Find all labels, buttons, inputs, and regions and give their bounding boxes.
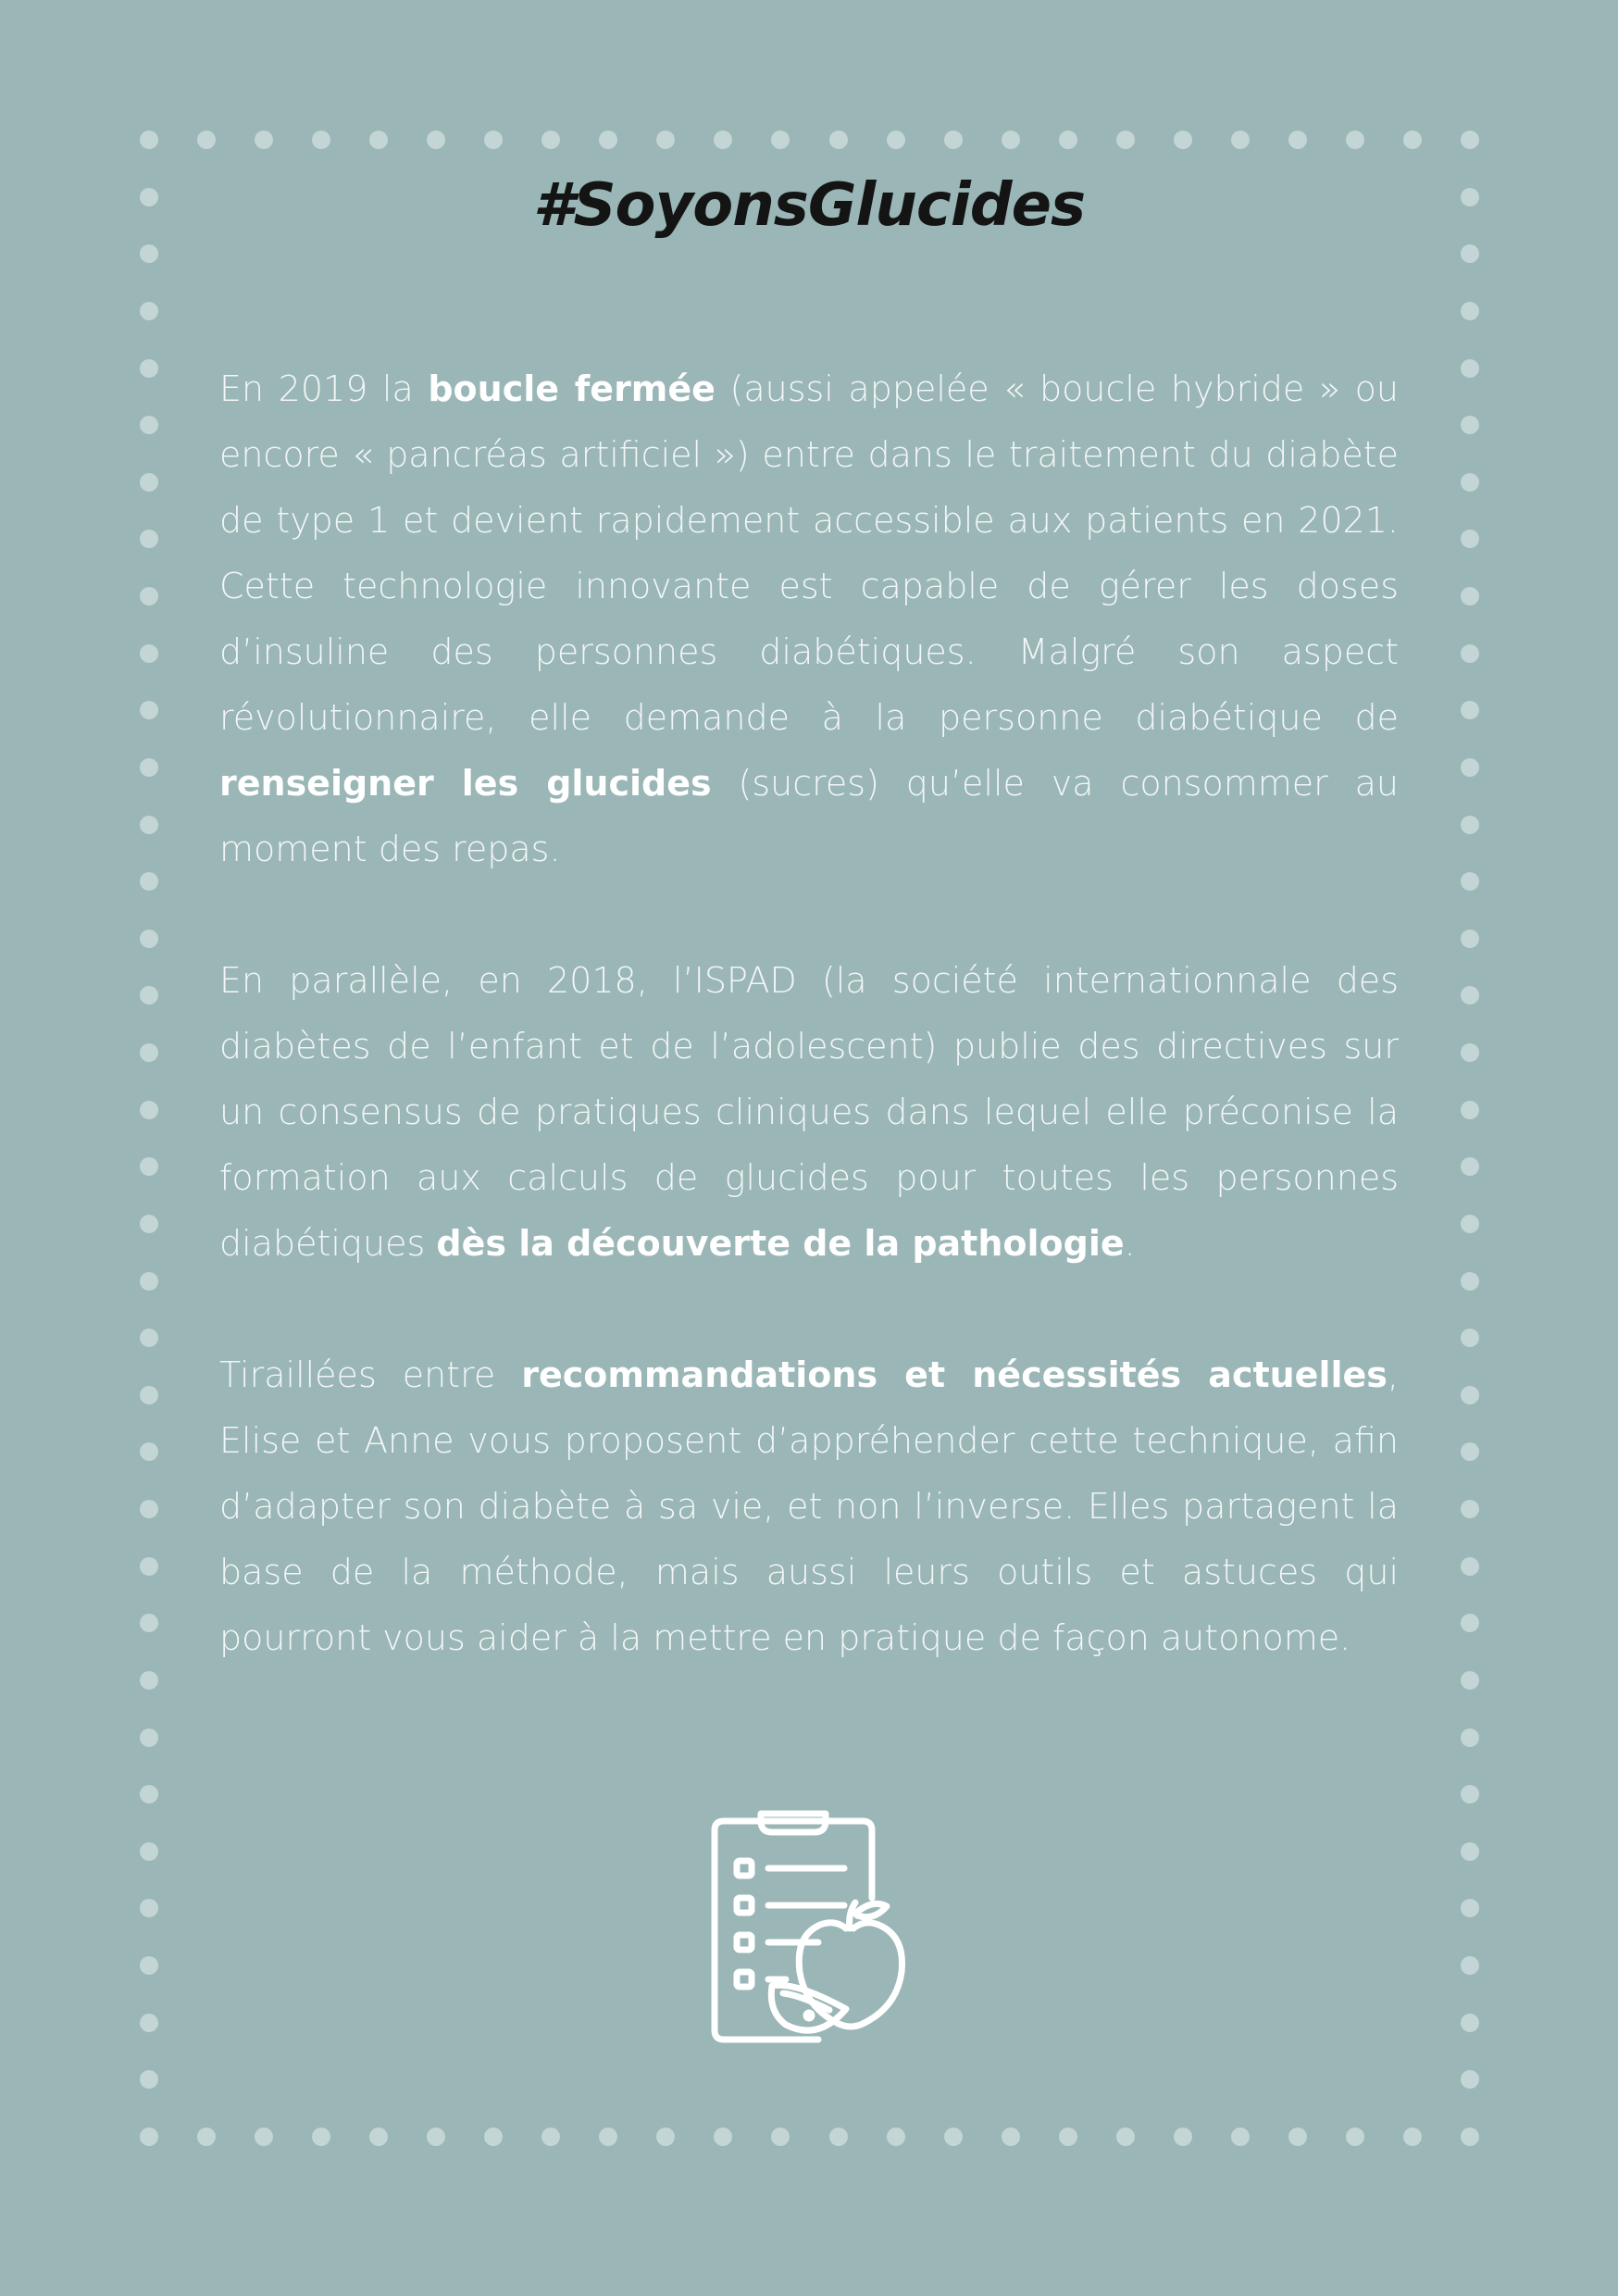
- border-dot: [369, 131, 388, 149]
- border-dot: [1461, 244, 1479, 263]
- border-dot: [1461, 416, 1479, 434]
- text-segment: En 2019 la: [219, 368, 429, 409]
- border-dot: [1461, 1614, 1479, 1632]
- border-dot: [140, 1671, 158, 1690]
- border-dot: [1461, 1785, 1479, 1803]
- border-dot: [140, 530, 158, 548]
- border-dot: [484, 131, 503, 149]
- body-text: [219, 356, 1399, 1737]
- border-dot: [140, 1899, 158, 1917]
- bold-segment: renseigner les glucides: [219, 763, 712, 804]
- border-dot: [1231, 131, 1250, 149]
- border-dot: [1461, 1043, 1479, 1062]
- border-dot: [1461, 986, 1479, 1004]
- border-dot: [1461, 1899, 1479, 1917]
- paragraph-2: [219, 948, 1399, 1277]
- border-dot: [1461, 1842, 1479, 1861]
- border-dot: [1461, 2128, 1479, 2146]
- text-segment: (aussi appelée « boucle hybride » ou encore « pancréas artificiel ») entre dans le traitement du diabète de type 1 et devient rapidement accessible aux patients en 2021. Cette technologie innovante est capable de gérer les doses d’insuline des personnes diabétiques. Malgré son aspect révolutionnaire, elle demande à la personne diabétique de: [219, 368, 1399, 738]
- border-dot: [1346, 131, 1364, 149]
- border-dot: [1461, 2014, 1479, 2032]
- clipboard-apple-icon: [707, 1810, 911, 2046]
- border-dot: [1461, 930, 1479, 948]
- border-dot: [1461, 1442, 1479, 1461]
- border-dot: [1461, 701, 1479, 719]
- border-dot: [312, 131, 330, 149]
- border-dot: [140, 359, 158, 378]
- border-dot: [140, 758, 158, 777]
- text-segment: Tiraillées entre: [219, 1354, 522, 1395]
- border-dot: [1461, 1728, 1479, 1747]
- bold-segment: dès la découverte de la pathologie: [436, 1223, 1125, 1264]
- border-dot: [1461, 1329, 1479, 1347]
- border-dot: [1288, 2128, 1307, 2146]
- bold-segment: recommandations et nécessités actuelles: [521, 1354, 1388, 1395]
- border-dot: [1059, 2128, 1077, 2146]
- border-dot: [887, 131, 905, 149]
- border-dot: [140, 587, 158, 605]
- page-title: #SoyonsGlucides: [532, 171, 1086, 240]
- border-dot: [771, 2128, 790, 2146]
- border-dot: [1461, 872, 1479, 891]
- border-dot: [887, 2128, 905, 2146]
- border-dot: [656, 131, 675, 149]
- bold-segment: boucle fermée: [428, 368, 716, 409]
- border-dot: [1461, 2070, 1479, 2089]
- border-dot: [1002, 2128, 1020, 2146]
- border-dot: [197, 131, 216, 149]
- border-dot: [140, 644, 158, 663]
- text-segment: .: [1124, 1223, 1136, 1264]
- border-dot: [255, 131, 273, 149]
- border-dot: [140, 2128, 158, 2146]
- border-dot: [140, 473, 158, 492]
- border-dot: [140, 1215, 158, 1233]
- border-dot: [140, 872, 158, 891]
- border-dot: [140, 1728, 158, 1747]
- border-dot: [1174, 2128, 1192, 2146]
- border-dot: [1461, 1157, 1479, 1176]
- border-dot: [1461, 1101, 1479, 1119]
- border-dot: [1116, 2128, 1135, 2146]
- border-dot: [1461, 359, 1479, 378]
- border-dot: [1461, 587, 1479, 605]
- border-dot: [1461, 644, 1479, 663]
- border-dot: [944, 131, 963, 149]
- border-dot: [140, 1500, 158, 1518]
- border-dot: [140, 131, 158, 149]
- border-dot: [1461, 302, 1479, 320]
- border-dot: [1002, 131, 1020, 149]
- border-dot: [656, 2128, 675, 2146]
- border-dot: [1461, 1500, 1479, 1518]
- border-dot: [140, 816, 158, 834]
- text-segment: En parallèle, en 2018, l’ISPAD (la société internationnale des diabètes de l’enfant et de l’adolescent) publie des directives sur un consensus de pratiques cliniques dans lequel elle préconise la formation aux calculs de glucides pour toutes les personnes diabétiques: [219, 960, 1399, 1264]
- border-dot: [1403, 131, 1422, 149]
- border-dot: [255, 2128, 273, 2146]
- border-dot: [1461, 473, 1479, 492]
- border-dot: [197, 2128, 216, 2146]
- border-dot: [1461, 1956, 1479, 1975]
- border-dot: [140, 244, 158, 263]
- border-dot: [140, 1101, 158, 1119]
- border-dot: [1461, 816, 1479, 834]
- border-dot: [714, 131, 732, 149]
- border-dot: [541, 2128, 560, 2146]
- border-dot: [599, 131, 617, 149]
- border-dot: [1403, 2128, 1422, 2146]
- border-dot: [140, 701, 158, 719]
- border-dot: [1461, 131, 1479, 149]
- border-dot: [1461, 1557, 1479, 1576]
- border-dot: [140, 2014, 158, 2032]
- border-dot: [1461, 1272, 1479, 1291]
- border-dot: [312, 2128, 330, 2146]
- border-dot: [140, 1557, 158, 1576]
- border-dot: [1461, 758, 1479, 777]
- border-dot: [140, 930, 158, 948]
- border-dot: [140, 416, 158, 434]
- border-dot: [1231, 2128, 1250, 2146]
- border-dot: [140, 1614, 158, 1632]
- border-dot: [1461, 1215, 1479, 1233]
- border-dot: [1116, 131, 1135, 149]
- border-dot: [140, 1842, 158, 1861]
- border-dot: [140, 1785, 158, 1803]
- border-dot: [140, 1329, 158, 1347]
- border-dot: [1174, 131, 1192, 149]
- border-dot: [427, 131, 445, 149]
- border-dot: [1461, 1671, 1479, 1690]
- border-dot: [714, 2128, 732, 2146]
- text-segment: (sucres) qu’elle va consommer au moment des repas.: [219, 763, 1399, 869]
- border-dot: [140, 302, 158, 320]
- border-dot: [369, 2128, 388, 2146]
- border-dot: [829, 131, 848, 149]
- border-dot: [599, 2128, 617, 2146]
- border-dot: [829, 2128, 848, 2146]
- border-dot: [140, 1043, 158, 1062]
- border-dot: [944, 2128, 963, 2146]
- border-dot: [140, 1157, 158, 1176]
- border-dot: [140, 2070, 158, 2089]
- border-dot: [140, 1386, 158, 1404]
- border-dot: [140, 1272, 158, 1291]
- border-dot: [1059, 131, 1077, 149]
- border-dot: [1346, 2128, 1364, 2146]
- border-dot: [427, 2128, 445, 2146]
- paragraph-3: [219, 1342, 1399, 1671]
- text-segment: , Elise et Anne vous proposent d’appréhender cette technique, afin d’adapter son diabète à sa vie, et non l’inverse. Elles partagent la base de la méthode, mais aussi leurs outils et astuces qui pourront vous aider à la mettre en pratique de façon autonome.: [219, 1354, 1399, 1658]
- border-dot: [140, 1442, 158, 1461]
- border-dot: [1461, 530, 1479, 548]
- border-dot: [1288, 131, 1307, 149]
- paragraph-1: [219, 356, 1399, 882]
- border-dot: [140, 986, 158, 1004]
- border-dot: [140, 1956, 158, 1975]
- border-dot: [771, 131, 790, 149]
- border-dot: [541, 131, 560, 149]
- border-dot: [484, 2128, 503, 2146]
- border-dot: [1461, 1386, 1479, 1404]
